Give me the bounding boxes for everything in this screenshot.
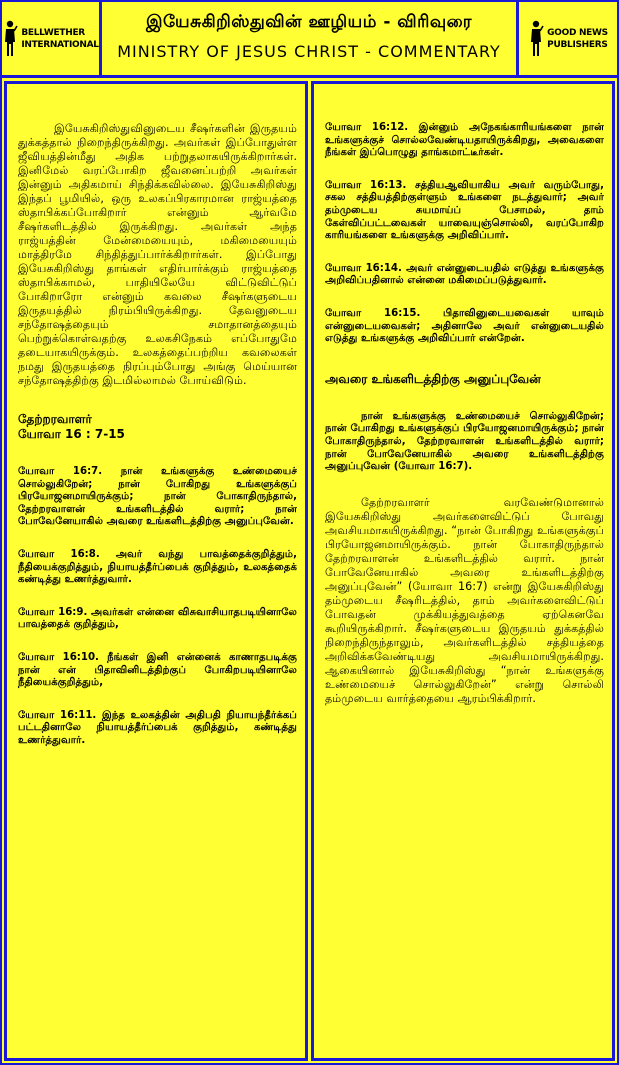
- preacher-icon: [528, 20, 544, 58]
- verse-16-13: யோவா 16:13. சத்தியஆவியாகிய அவர் வரும்போது, சகல சத்தியத்திற்குள்ளும் உங்களை நடத்துவார்; அவர் தம்முடைய சுயமாய்ப் பேசாமல், தாம் கேள்விப்பட்டவைகள் யாவையுஞ்சொல்லி, வரப்போகிற காரியங்களை உங்களுக்கு அறிவிப்பார்.: [325, 179, 604, 242]
- bellwether-logo: [2, 2, 102, 75]
- title-area: [102, 2, 516, 75]
- quote-verse: நான் உங்களுக்கு உண்மையைச் சொல்லுகிறேன்; நான் போகிறது உங்களுக்குப் பிரயோஜனமாயிருக்கும்; நான் போகாதிருந்தால், தேற்றரவாளன் உங்களிடத்தில் வரார்; நான் போவேனேயாகில் அவரை உங்களிடத்திற்கு அனுப்புவேன் (யோவா 16:7).: [325, 410, 604, 473]
- left-logo-line1: BELLWETHER: [21, 27, 85, 38]
- right-column: [311, 81, 615, 1061]
- right-logo-line1: GOOD NEWS: [547, 27, 608, 38]
- preacher-icon: [2, 20, 18, 58]
- verse-16-15: யோவா 16:15. பிதாவினுடையவைகள் யாவும் என்னுடையவைகள்; அதினாலே அவர் என்னுடையதில் எடுத்து உங்களுக்கு அறிவிப்பார் என்றேன்.: [325, 307, 604, 345]
- page-header: [2, 2, 617, 78]
- intro-paragraph: இயேசுகிறிஸ்துவினுடைய சீஷர்களின் இருதயம் துக்கத்தால் நிறைந்திருக்கிறது. அவர்கள் இப்போதுள்ள ஜீவியத்தின்மீது அதிக பற்றுதலாகயிருக்கிறார்கள். இனிமேல் வரப்போகிற ஜீவனைப்பற்றி அவர்கள் இன்னும் அதிகமாய் சிந்திக்கவில்லை. இயேசுகிறிஸ்து இந்தப் பூமியில், ஒரு உலகப்பிரகாரமான ராஜ்யத்தை ஸ்தாபிக்கப்போகிறார் என்னும் ஆர்வமே சீஷர்களிடத்தில் இருக்கிறது. அவர்கள் அந்த ராஜ்யத்தின் மேன்மையையும், மகிமையையும் மாத்திரமே சிந்தித்துப்பார்க்கிறார்கள். இப்போது இயேசுகிறிஸ்து தாங்கள் எதிர்பார்க்கும் ராஜ்யத்தை ஸ்தாபிக்காமல், பாதியிலேயே விட்டுவிட்டுப் போகிறாரோ என்னும் கவலை சீஷர்களுடைய இருதயத்தில் நிரம்பியிருக்கிறது. தேவனுடைய சந்தோஷத்தையும் சமாதானத்தையும் பெற்றுக்கொள்வதற்கு உலகசிநேகம் எப்போதுமே தடையாகயிருக்கும். உலகத்தைப்பற்றிய கவலைகள் நமது இருதயத்தை நிரப்பும்போது அங்கு மெய்யான சந்தோஷத்திற்கு இடமில்லாமல் போய்விடும்.: [18, 122, 297, 387]
- verse-16-10: யோவா 16:10. நீங்கள் இனி என்னைக் காணாதபடிக்கு நான் என் பிதாவினிடத்திற்குப் போகிறபடியினாலே நீதியைக்குறித்தும்,: [18, 651, 297, 689]
- verse-16-7: யோவா 16:7. நான் உங்களுக்கு உண்மையைச் சொல்லுகிறேன்; நான் போகிறது உங்களுக்குப் பிரயோஜனமாயிருக்கும்; நான் போகாதிருந்தால், தேற்றரவாளன் உங்களிடத்தில் வரார்; நான் போவேனேயாகில் அவரை உங்களிடத்திற்கு அனுப்புவேன்.: [18, 466, 297, 528]
- section-title: தேற்றரவாளர்: [18, 412, 92, 426]
- good-news-logo: [516, 2, 617, 75]
- title-english: MINISTRY OF JESUS CHRIST - COMMENTARY: [117, 42, 501, 61]
- commentary-paragraph: தேற்றரவாளர் வரவேண்டுமானால் இயேசுகிறிஸ்து அவர்களைவிட்டுப் போவது அவசியமாகயிருக்கிறது. “நான் போகிறது உங்களுக்குப் பிரயோஜனமாயிருக்கும். நான் போகாதிருந்தால் தேற்றரவாளன் உங்களிடத்தில் வரார். நான் போவேனேயாகில் அவரை உங்களிடத்திற்கு அனுப்புவேன்” (யோவா 16:7) என்று இயேசுகிறிஸ்து தம்முடைய சீஷரிடத்தில், தாம் அவர்களைவிட்டுப் போவதன் முக்கியத்துவத்தை ஏற்கெனவே கூறியிருக்கிறார். சீஷர்களுடைய இருதயம் துக்கத்தில் நிறைந்திருந்தாலும், அவர்களிடத்தில் சத்தியத்தை அறிவிக்கவேண்டியது அவசியமாயிருக்கிறது. ஆகையினால் இயேசுகிறிஸ்து “நான் உங்களுக்கு உண்மையைச் சொல்லுகிறேன்” என்று சொல்லி தம்முடைய வார்த்தையை ஆரம்பிக்கிறார்.: [325, 495, 604, 705]
- right-logo-line2: PUBLISHERS: [547, 39, 608, 50]
- verse-16-9: யோவா 16:9. அவர்கள் என்னை விசுவாசியாதபடியினாலே பாவத்தைக் குறித்தும்,: [18, 606, 297, 631]
- title-tamil: இயேசுகிறிஸ்துவின் ஊழியம் - விரிவுரை: [145, 12, 473, 32]
- left-column: [4, 81, 308, 1061]
- left-logo-line2: INTERNATIONAL: [21, 39, 99, 50]
- section-reference: யோவா 16 : 7-15: [18, 427, 125, 441]
- subheading: அவரை உங்களிடத்திற்கு அனுப்புவேன்: [325, 371, 541, 386]
- verse-16-8: யோவா 16:8. அவர் வந்து பாவத்தைக்குறித்தும், நீதியைக்குறித்தும், நியாயத்தீர்ப்பைக் குறித்தும், உலகத்தைக் கண்டித்து உணர்த்துவார்.: [18, 548, 297, 586]
- verse-16-12: யோவா 16:12. இன்னும் அநேகங்காரியங்களை நான் உங்களுக்குச் சொல்லவேண்டியதாயிருக்கிறது, அவைகளை நீங்கள் இப்பொழுது தாங்கமாட்டீர்கள்.: [325, 122, 604, 159]
- verse-16-11: யோவா 16:11. இந்த உலகத்தின் அதிபதி நியாயந்தீர்க்கப் பட்டதினாலே நியாயத்தீர்ப்பைக் குறித்தும், கண்டித்து உணர்த்துவார்.: [18, 709, 297, 746]
- verse-16-14: யோவா 16:14. அவர் என்னுடையதில் எடுத்து உங்களுக்கு அறிவிப்பதினால் என்னை மகிமைப்படுத்துவார்.: [325, 262, 604, 287]
